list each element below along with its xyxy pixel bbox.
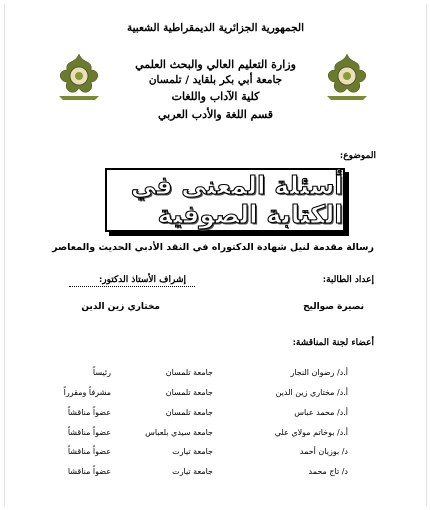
member-role: مشرفاً ومقرراً <box>63 388 111 397</box>
member-name: أ.د/ رضوان النجار <box>290 368 348 377</box>
member-role: رئيساً <box>92 368 111 377</box>
member-name: أ.د/ محمد عباس <box>294 408 348 417</box>
title-box <box>105 168 345 232</box>
member-role: عضواً مناقشاً <box>67 408 111 417</box>
committee-row <box>5 408 426 422</box>
member-name: د/ تاج محمد <box>308 467 348 476</box>
committee-label: أعضاء لجنة المناقشة: <box>292 338 374 348</box>
member-university: جامعة تلمسان <box>165 368 213 377</box>
student-label: إعداد الطالبة: <box>322 275 374 285</box>
university-line: جامعة أبي بكر بلقايد / تلمسان <box>148 74 283 86</box>
student-name: نصيرة صواليح <box>303 302 364 312</box>
department-line: قسم اللغة والأدب العربي <box>157 108 274 121</box>
committee-row <box>5 368 426 382</box>
member-university: جامعة سيدي بلعباس <box>145 428 213 437</box>
thesis-title: أسئلة المعنى في الكتابة الصوفية <box>130 171 343 229</box>
committee-row <box>5 467 426 481</box>
dotted-separator <box>69 286 195 287</box>
ministry-line: وزارة التعليم العالي والبحث العلمي <box>135 58 296 71</box>
member-name: د/ بوزيان أحمد <box>299 447 348 456</box>
member-university: جامعة تلمسان <box>165 388 213 397</box>
committee-row <box>5 428 426 442</box>
member-university: جامعة تيارت <box>172 447 213 456</box>
member-role: عضواً مناقشاً <box>67 447 111 456</box>
faculty-line: كلية الآداب واللغات <box>171 90 260 103</box>
supervisor-name: مختاري زين الدين <box>81 302 160 312</box>
thesis-cover-page <box>4 4 427 506</box>
supervisor-label: إشراف الأستاذ الدكتور: <box>98 275 186 285</box>
member-university: جامعة تيارت <box>172 467 213 476</box>
member-university: جامعة تلمسان <box>165 408 213 417</box>
member-name: أ.د/ بوخاتم مولاي علي <box>274 428 348 437</box>
thesis-description: رسالة مقدمة لنيل شهادة الدكتوراه في النقد الأدبي الحديث والمعاصر <box>52 242 374 253</box>
subject-label: الموضوع: <box>339 151 376 161</box>
republic-header: الجمهورية الجزائرية الديمقراطية الشعبية <box>126 22 304 34</box>
committee-row <box>5 447 426 461</box>
member-role: عضواً مناقشا <box>67 467 111 476</box>
member-name: أ.د/ مختاري زين الدين <box>275 388 348 397</box>
committee-row <box>5 388 426 402</box>
member-role: عضواً مناقشاً <box>67 428 111 437</box>
